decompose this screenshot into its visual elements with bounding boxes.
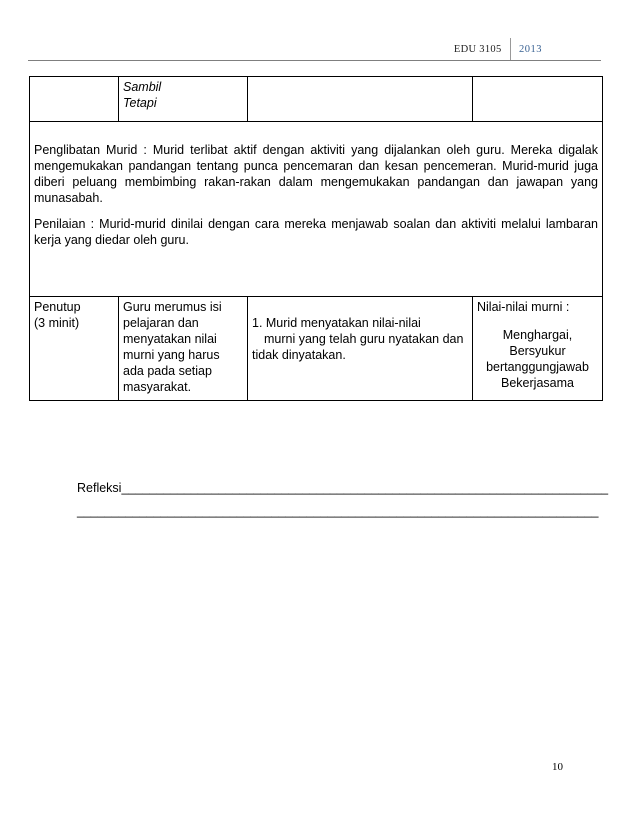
table-cell <box>119 77 248 122</box>
cell-line: Bersyukur <box>509 344 566 358</box>
refleksi-line: Refleksi______________________________________________________________________ <box>77 481 609 495</box>
page-header <box>454 38 542 60</box>
cell-line: (3 minit) <box>34 316 80 330</box>
cell-line: Menghargai, <box>502 328 573 342</box>
cell-line: Nilai-nilai murni : <box>477 300 570 314</box>
table-cell <box>30 297 119 401</box>
table-cell <box>473 297 603 401</box>
cell-line: menyatakan nilai <box>123 332 217 346</box>
table-cell <box>30 122 603 297</box>
table-cell <box>30 77 119 122</box>
cell-line: masyarakat. <box>123 380 192 394</box>
cell-line: Tetapi <box>123 96 157 110</box>
cell-line: ada pada setiap <box>123 364 212 378</box>
lesson-table <box>29 76 603 401</box>
cell-line: Penutup <box>34 300 81 314</box>
header-year: 2013 <box>519 44 542 55</box>
cell-line: bertanggungjawab <box>486 360 589 374</box>
table-cell <box>248 77 473 122</box>
table-cell <box>248 297 473 401</box>
table-row <box>30 122 603 297</box>
cell-line: Bekerjasama <box>501 376 574 390</box>
table-row <box>30 297 603 401</box>
cell-line: 1. Murid menyatakan nilai-nilai <box>252 316 421 330</box>
refleksi-line-2: ___________________________________________________________________________ <box>77 504 599 518</box>
cell-line: Sambil <box>123 80 162 94</box>
penilaian-text: Penilaian : Murid-murid dinilai dengan cara mereka menjawab soalan dan aktiviti melalui lambaran kerja yang diedar oleh guru. <box>34 217 598 247</box>
cell-line: murni yang telah guru nyatakan dan <box>264 332 464 346</box>
cell-line: tidak dinyatakan. <box>252 348 346 362</box>
nilai-list <box>477 327 598 391</box>
cell-line: murni yang harus <box>123 348 220 362</box>
page-number: 10 <box>552 761 563 773</box>
table-row <box>30 77 603 122</box>
header-rule <box>28 60 601 61</box>
course-code: EDU 3105 <box>453 44 502 55</box>
table-cell <box>119 297 248 401</box>
penglibatan-text: Penglibatan Murid : Murid terlibat aktif dengan aktiviti yang dijalankan oleh guru. Mereka digalak mengemukakan pandangan tentang punca pencemaran dan kesan pencemeran. Murid-murid juga diberi peluang membimbing rakan-rakan dalam mengemukakan pandangan dan jawapan yang munasabah. <box>34 143 598 205</box>
cell-line: Guru merumus isi <box>123 300 222 314</box>
table-cell <box>473 77 603 122</box>
cell-line: pelajaran dan <box>123 316 199 330</box>
